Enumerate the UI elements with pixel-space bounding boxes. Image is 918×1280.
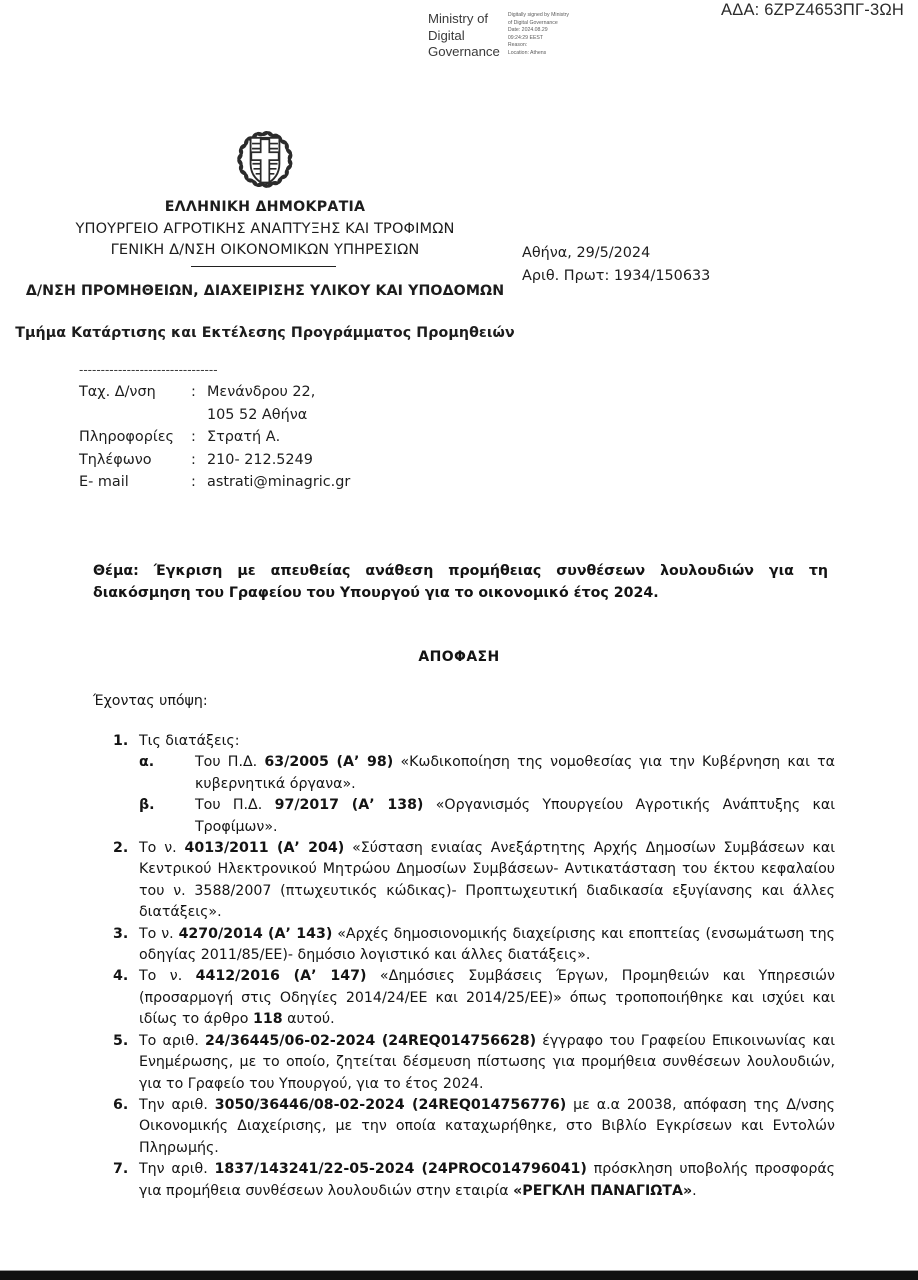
signature-details: Digitally signed by Ministry of Digital Governance Date: 2024.08.29 09:24:29 EEST Reason: Location: Athens bbox=[507, 12, 569, 56]
contact-row bbox=[79, 404, 350, 427]
legal-basis-subitem bbox=[139, 795, 835, 838]
contact-row bbox=[79, 471, 350, 494]
item-suffix: έγγραφο του Γραφείου Επικοινωνίας και Ενημέρωσης, με το οποίο, ζητείται δέσμευση πίστωσης για προμήθεια συνθέσεων λουλουδιών, για το Γραφείο του Υπουργού, για το έτος 2024. bbox=[139, 1032, 835, 1092]
contact-row bbox=[79, 426, 350, 449]
item-body bbox=[139, 1095, 835, 1159]
contact-value: Στρατή Α. bbox=[207, 429, 281, 446]
dashed-divider: -------------------------------- bbox=[79, 362, 218, 377]
subitem-text bbox=[195, 795, 835, 838]
contact-label: Πληροφορίες bbox=[79, 429, 174, 446]
protocol-number: Αριθ. Πρωτ: 1934/150633 bbox=[522, 267, 711, 284]
item-reference-secondary: «ΡΕΓΚΛΗ ΠΑΝΑΓΙΩΤΑ» bbox=[513, 1182, 693, 1199]
department-title: Τμήμα Κατάρτισης και Εκτέλεσης Προγράμματος Προμηθειών bbox=[15, 325, 515, 341]
item-reference: 4412/2016 (Α’ 147) bbox=[195, 968, 367, 985]
subitem-text bbox=[195, 752, 835, 795]
legal-basis-item bbox=[113, 924, 835, 967]
legal-basis-item bbox=[113, 838, 835, 924]
decision-title: ΑΠΟΦΑΣΗ bbox=[418, 649, 500, 665]
directorate-title: Δ/ΝΣΗ ΠΡΟΜΗΘΕΙΩΝ, ΔΙΑΧΕΙΡΙΣΗΣ ΥΛΙΚΟΥ ΚΑΙ ΥΠΟΔΟΜΩΝ bbox=[25, 283, 505, 299]
subitem-reference: 63/2005 (Α’ 98) bbox=[264, 754, 394, 771]
item-number: 4. bbox=[113, 968, 129, 985]
item-body bbox=[139, 1031, 835, 1095]
general-directorate-title: ΓΕΝΙΚΗ Δ/ΝΣΗ ΟΙΚΟΝΟΜΙΚΩΝ ΥΠΗΡΕΣΙΩΝ bbox=[110, 241, 420, 258]
item-reference: 4013/2011 (Α’ 204) bbox=[184, 840, 345, 857]
contact-label: E- mail bbox=[79, 474, 129, 491]
contact-value: 210- 212.5249 bbox=[207, 451, 313, 468]
legal-basis-item bbox=[113, 1031, 835, 1095]
legal-basis-item bbox=[113, 1095, 835, 1159]
contact-value: 105 52 Αθήνα bbox=[207, 406, 308, 423]
item-suffix: «Δημόσιες Συμβάσεις Έργων, Προμηθειών και Υπηρεσιών (προσαρμογή στις Οδηγίες 2014/24/ΕΕ και 2014/25/ΕΕ)» όπως τροποποιήθηκε και ισχύει και ιδίως το άρθρο bbox=[139, 968, 835, 1028]
ministry-title: ΥΠΟΥΡΓΕΙΟ ΑΓΡΟΤΙΚΗΣ ΑΝΑΠΤΥΞΗΣ ΚΑΙ ΤΡΟΦΙΜΩΝ bbox=[75, 220, 455, 237]
item-number: 5. bbox=[113, 1032, 129, 1049]
republic-title: ΕΛΛΗΝΙΚΗ ΔΗΜΟΚΡΑΤΙΑ bbox=[164, 199, 366, 215]
item-reference: 3050/36446/08-02-2024 (24REQ014756776) bbox=[214, 1096, 567, 1113]
document-meta bbox=[522, 242, 710, 287]
contact-colon: : bbox=[191, 384, 196, 400]
legal-basis-list bbox=[113, 731, 835, 1202]
subject-text: Έγκριση με απευθείας ανάθεση προμήθειας συνθέσεων λουλουδιών για τη διακόσμηση του Γραφείου του Υπουργού για το οικονομικό έτος 2024. bbox=[93, 563, 828, 601]
item-suffix-secondary: . bbox=[692, 1182, 697, 1199]
item-reference: 24/36445/06-02-2024 (24REQ014756628) bbox=[205, 1032, 537, 1049]
item-prefix: Την αριθ. bbox=[139, 1161, 215, 1178]
item-body bbox=[139, 966, 835, 1030]
preamble-text: Έχοντας υπόψη: bbox=[93, 693, 208, 709]
item-body bbox=[139, 838, 835, 924]
page-bottom-bar bbox=[0, 1271, 918, 1280]
item-lead-text: Τις διατάξεις: bbox=[139, 733, 240, 749]
item-reference-secondary: 118 bbox=[252, 1011, 283, 1028]
item-reference: 1837/143241/22-05-2024 (24PROC014796041) bbox=[214, 1161, 587, 1178]
legal-basis-item bbox=[113, 1159, 835, 1202]
contact-value: astrati@minagric.gr bbox=[207, 474, 351, 491]
item-suffix: «Αρχές δημοσιονομικής διαχείρισης και εποπτείας (ενσωμάτωση της οδηγίας 2011/85/ΕΕ)- δημόσιο λογιστικό και άλλες διατάξεις». bbox=[139, 925, 835, 964]
contact-table bbox=[79, 381, 350, 494]
item-number: 7. bbox=[113, 1161, 129, 1178]
ada-code: ΑΔΑ: 6ΖΡΖ4653ΠΓ-3ΩΗ bbox=[721, 1, 904, 19]
item-number: 6. bbox=[113, 1096, 129, 1113]
subitem-prefix: Του Π.Δ. bbox=[195, 754, 265, 771]
legal-basis-item bbox=[113, 966, 835, 1030]
subject-line bbox=[93, 561, 828, 604]
contact-colon: : bbox=[191, 474, 196, 491]
item-number: 3. bbox=[113, 925, 129, 942]
subitem-suffix: «Οργανισμός Υπουργείου Αγροτικής Ανάπτυξης και Τροφίμων». bbox=[195, 797, 836, 835]
subitem-marker: α. bbox=[139, 754, 155, 771]
item-reference: 4270/2014 (Α’ 143) bbox=[178, 925, 333, 942]
contact-label: Ταχ. Δ/νση bbox=[79, 384, 156, 400]
signature-ministry-label: Ministry of Digital Governance bbox=[428, 11, 500, 59]
greek-coat-of-arms-icon bbox=[229, 122, 301, 194]
item-number: 2. bbox=[113, 840, 129, 857]
subitem-reference: 97/2017 (Α’ 138) bbox=[274, 797, 424, 814]
item-prefix: Το ν. bbox=[139, 968, 196, 985]
item-prefix: Το αριθ. bbox=[139, 1032, 206, 1049]
contact-label: Τηλέφωνο bbox=[79, 451, 152, 468]
header-divider bbox=[191, 266, 336, 267]
legal-basis-subitem bbox=[139, 752, 835, 795]
item-prefix: Το ν. bbox=[139, 925, 179, 942]
contact-label bbox=[79, 404, 191, 427]
digital-signature-block bbox=[428, 11, 569, 61]
legal-basis-item bbox=[113, 731, 835, 838]
item-body bbox=[139, 924, 835, 967]
contact-row bbox=[79, 449, 350, 472]
contact-block bbox=[79, 381, 350, 494]
item-body bbox=[139, 731, 835, 838]
item-prefix: Την αριθ. bbox=[139, 1096, 215, 1113]
item-suffix: με α.α 20038, απόφαση της Δ/νσης Οικονομικής Διαχείρισης, με την οποία καταχωρήθηκε, στο Βιβλίο Εγκρίσεων και Εντολών Πληρωμής. bbox=[139, 1096, 835, 1156]
subitem-marker: β. bbox=[139, 797, 155, 814]
contact-value: Μενάνδρου 22, bbox=[207, 384, 316, 400]
subitem-prefix: Του Π.Δ. bbox=[195, 797, 275, 814]
item-suffix: «Σύσταση ενιαίας Ανεξάρτητης Αρχής Δημοσίων Συμβάσεων και Κεντρικού Ηλεκτρονικού Μητρώου Δημοσίων Συμβάσεων- Αντικατάσταση του έκτου κεφαλαίου του ν. 3588/2007 (πτωχευτικός κώδικας)- Προπτωχευτική διαδικασία εξυγίανσης και άλλες διατάξεις». bbox=[139, 840, 835, 921]
item-body bbox=[139, 1159, 835, 1202]
item-prefix: Το ν. bbox=[139, 840, 185, 857]
contact-colon: : bbox=[191, 451, 196, 468]
place-and-date: Αθήνα, 29/5/2024 bbox=[522, 245, 651, 261]
contact-row bbox=[79, 381, 350, 404]
subitem-suffix: «Κωδικοποίηση της νομοθεσίας για την Κυβέρνηση και τα κυβερνητικά όργανα». bbox=[195, 754, 836, 792]
contact-colon bbox=[191, 404, 207, 427]
contact-colon: : bbox=[191, 429, 196, 446]
item-suffix-secondary: αυτού. bbox=[282, 1011, 335, 1028]
item-number: 1. bbox=[113, 733, 129, 749]
item-suffix: πρόσκληση υποβολής προσφοράς για προμήθεια συνθέσεων λουλουδιών στην εταιρία bbox=[139, 1161, 836, 1199]
emblem-container bbox=[0, 122, 530, 198]
subject-label: Θέμα: bbox=[93, 563, 139, 579]
